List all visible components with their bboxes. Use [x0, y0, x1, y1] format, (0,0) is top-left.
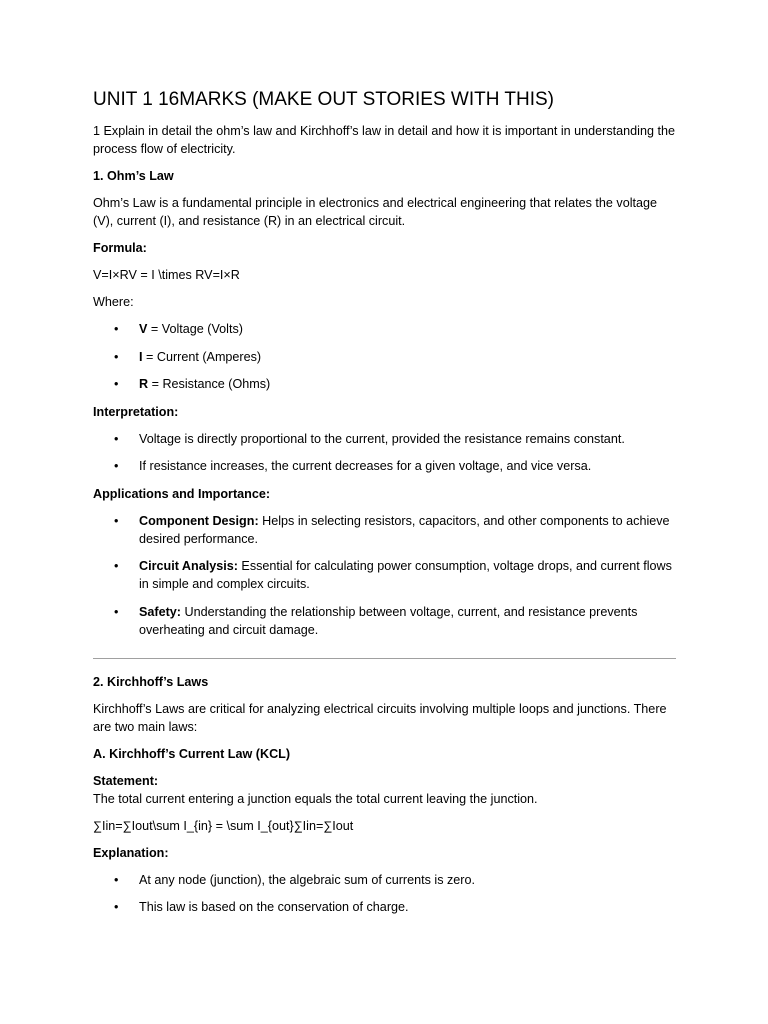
list-item: [93, 320, 676, 338]
application-term: Circuit Analysis:: [139, 559, 238, 573]
list-item: [93, 898, 676, 916]
applications-label: Applications and Importance:: [93, 486, 271, 501]
list-item: [93, 871, 676, 889]
kcl-heading: A. Kirchhoff’s Current Law (KCL): [93, 746, 291, 761]
list-item: [93, 430, 676, 448]
variable-term: I: [139, 349, 143, 364]
list-item: [93, 457, 676, 475]
explanation-label: Explanation:: [93, 845, 169, 860]
statement-label: Statement:: [93, 773, 159, 788]
variable-desc: = Voltage (Volts): [147, 322, 243, 336]
bullet-icon: •: [114, 559, 119, 573]
variable-desc: = Current (Amperes): [142, 349, 262, 364]
list-item-text: At any node (junction), the algebraic sum of currents is zero.: [139, 872, 475, 887]
list-item: [93, 375, 676, 393]
kirchhoff-intro: Kirchhoff’s Laws are critical for analyzing electrical circuits involving multiple loops and junctions. There are two main laws:: [93, 701, 667, 734]
application-desc: Essential for calculating power consumption, voltage drops, and current flows in simple and complex circuits.: [139, 559, 672, 591]
variable-term: V: [139, 322, 148, 336]
interpretation-label: Interpretation:: [93, 404, 179, 419]
application-desc: Helps in selecting resistors, capacitors, and other components to achieve desired performance.: [139, 513, 670, 546]
bullet-icon: •: [114, 459, 119, 473]
list-item: [93, 603, 676, 639]
bullet-icon: •: [114, 872, 119, 887]
ohms-law-formula: V=I×RV = I \times RV=I×R: [93, 268, 240, 282]
bullet-icon: •: [114, 322, 119, 336]
bullet-icon: •: [114, 377, 119, 391]
ohms-law-heading: 1. Ohm’s Law: [93, 169, 174, 183]
list-item-text: This law is based on the conservation of charge.: [139, 900, 409, 914]
interpretation-list: [93, 430, 676, 476]
explanation-list: [93, 871, 676, 917]
statement-text: The total current entering a junction equals the total current leaving the junction.: [93, 791, 538, 806]
application-desc: Understanding the relationship between voltage, current, and resistance prevents overheating and circuit damage.: [139, 604, 638, 637]
list-item: [93, 512, 676, 548]
application-term: Safety:: [139, 604, 181, 619]
kirchhoff-heading: 2. Kirchhoff’s Laws: [93, 674, 209, 689]
applications-list: [93, 512, 676, 639]
variable-desc: = Resistance (Ohms): [148, 377, 271, 391]
bullet-icon: •: [114, 513, 119, 528]
list-item: [93, 557, 676, 593]
application-term: Component Design:: [139, 513, 259, 528]
question-text: 1 Explain in detail the ohm’s law and Kirchhoff’s law in detail and how it is important in understanding the process flow of electricity.: [93, 124, 675, 156]
variable-list: [93, 320, 676, 393]
bullet-icon: •: [114, 900, 119, 914]
kcl-formula: ∑Iin=∑Iout\sum I_{in} = \sum I_{out}∑Iin=∑Iout: [93, 818, 354, 833]
page-title: UNIT 1 16MARKS (MAKE OUT STORIES WITH THIS): [93, 89, 555, 110]
ohms-law-intro: Ohm’s Law is a fundamental principle in electronics and electrical engineering that relates the voltage (V), current (I), and resistance (R) in an electrical circuit.: [93, 196, 658, 228]
bullet-icon: •: [114, 431, 119, 446]
bullet-icon: •: [114, 349, 119, 364]
document-page: [93, 88, 676, 926]
where-label: Where:: [93, 295, 134, 309]
bullet-icon: •: [114, 604, 119, 619]
list-item: [93, 348, 676, 366]
variable-term: R: [139, 377, 149, 391]
formula-label: Formula:: [93, 241, 147, 255]
list-item-text: If resistance increases, the current decreases for a given voltage, and vice versa.: [139, 459, 592, 473]
list-item-text: Voltage is directly proportional to the current, provided the resistance remains constant.: [139, 431, 625, 446]
horizontal-divider: [93, 658, 676, 659]
